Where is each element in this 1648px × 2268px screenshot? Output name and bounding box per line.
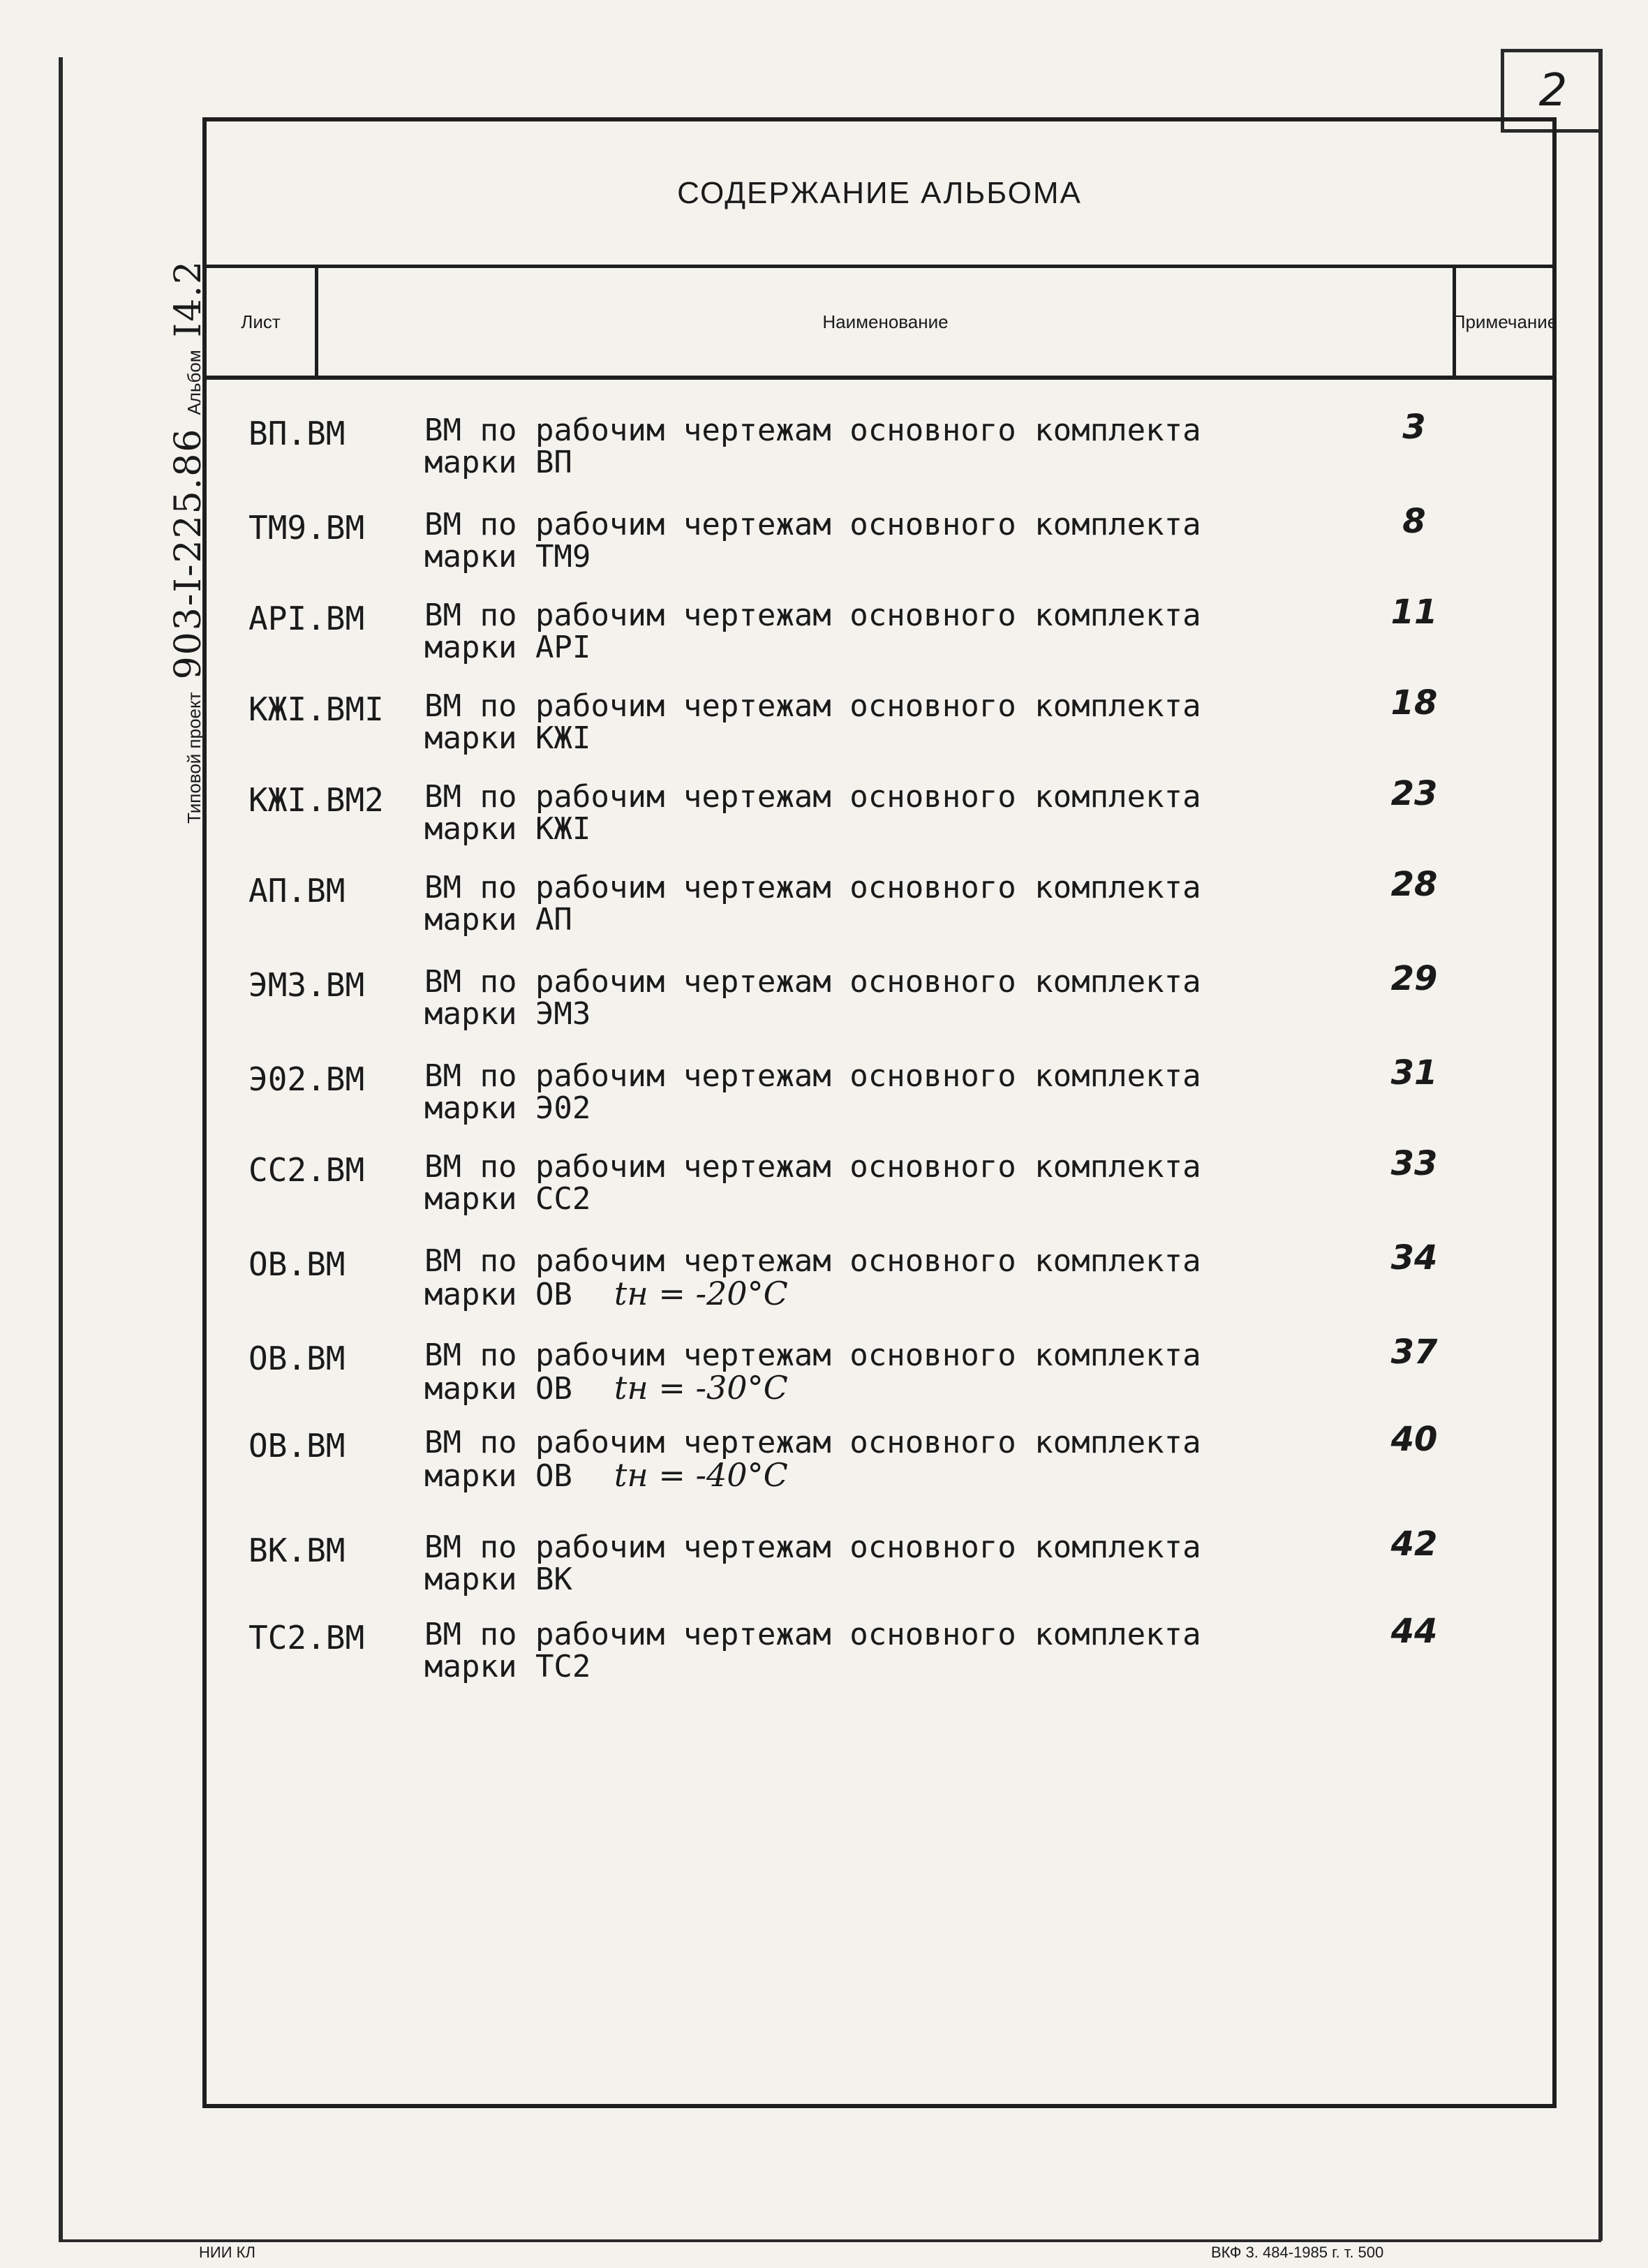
page-reference: 42 bbox=[1390, 1525, 1438, 1564]
page-reference: 23 bbox=[1390, 774, 1438, 813]
outdoor-temperature: tн = -20°C bbox=[614, 1275, 788, 1312]
sheet-name-line2: марки ТС2 bbox=[424, 1649, 591, 1684]
sheet-code: ВП.ВМ bbox=[248, 415, 346, 452]
sheet-name-line2: марки КЖI bbox=[424, 720, 591, 756]
sheet-code: АРI.ВМ bbox=[248, 600, 365, 637]
table-row bbox=[207, 959, 1552, 1032]
sheet-name-line1: ВМ по рабочим чертежам основного комплекта bbox=[424, 688, 1201, 724]
sheet-name-line1: ВМ по рабочим чертежам основного комплекта bbox=[424, 1529, 1201, 1565]
sheet-name-line1: ВМ по рабочим чертежам основного комплекта bbox=[424, 1058, 1201, 1094]
sheet-name-line1: ВМ по рабочим чертежам основного комплекта bbox=[424, 1425, 1201, 1460]
sheet-name bbox=[424, 600, 1201, 664]
sheet-code: ОВ.ВМ bbox=[248, 1245, 346, 1283]
header-name: Наименование bbox=[318, 268, 1456, 376]
sheet-name-line2: марки АП bbox=[424, 902, 572, 937]
page-reference: 37 bbox=[1390, 1333, 1438, 1372]
table-row bbox=[207, 683, 1552, 756]
sheet-code: АП.ВМ bbox=[248, 872, 346, 910]
page-reference: 18 bbox=[1390, 683, 1438, 722]
page-title: СОДЕРЖАНИЕ АЛЬБОМА bbox=[207, 121, 1552, 268]
sheet-name-line2: марки Э02 bbox=[424, 1090, 591, 1126]
outdoor-temperature: tн = -30°C bbox=[614, 1369, 788, 1407]
header-sheet: Лист bbox=[207, 268, 318, 376]
table-row bbox=[207, 502, 1552, 575]
sheet-name-line1: ВМ по рабочим чертежам основного комплекта bbox=[424, 1149, 1201, 1185]
sheet-name bbox=[424, 1529, 1201, 1597]
table-row bbox=[207, 1525, 1552, 1597]
sheet-name-line1: ВМ по рабочим чертежам основного комплекта bbox=[424, 598, 1201, 633]
sheet-code: ЭМ3.ВМ bbox=[248, 966, 365, 1004]
table-row bbox=[207, 1144, 1552, 1217]
footer-left: НИИ КЛ bbox=[199, 2244, 255, 2261]
project-code: 903-I-225.86 bbox=[168, 427, 209, 680]
sheet-name bbox=[424, 1427, 1201, 1492]
sheet-name-line2: марки ОВ bbox=[424, 1458, 572, 1494]
page-number: 2 bbox=[1501, 49, 1602, 133]
sheet-name-line1: ВМ по рабочим чертежам основного комплекта bbox=[424, 507, 1201, 542]
sheet-code: ТМ9.ВМ bbox=[248, 509, 365, 547]
sheet-name bbox=[424, 1245, 1201, 1311]
page-reference: 8 bbox=[1402, 502, 1426, 541]
sheet-code: Э02.ВМ bbox=[248, 1060, 365, 1098]
side-stamp-type-label: Типовой проект bbox=[184, 692, 205, 824]
page-reference: 28 bbox=[1390, 865, 1438, 904]
sheet-name-line2: марки АРI bbox=[424, 630, 591, 665]
table-row bbox=[207, 774, 1552, 847]
sheet-name-line2: марки СС2 bbox=[424, 1181, 591, 1217]
page-reference: 11 bbox=[1390, 593, 1438, 632]
page-reference: 31 bbox=[1390, 1053, 1438, 1092]
sheet-name-line1: ВМ по рабочим чертежам основного комплекта bbox=[424, 1243, 1201, 1279]
footer-right: ВКФ 3. 484-1985 г. т. 500 bbox=[1211, 2244, 1384, 2261]
sheet-name bbox=[424, 781, 1201, 845]
sheet-name-line1: ВМ по рабочим чертежам основного комплекта bbox=[424, 779, 1201, 815]
sheet-name-line1: ВМ по рабочим чертежам основного комплекта bbox=[424, 964, 1201, 1000]
outdoor-temperature: tн = -40°C bbox=[614, 1456, 788, 1494]
sheet-code: КЖI.ВМI bbox=[248, 690, 384, 728]
table-row bbox=[207, 1612, 1552, 1682]
page-reference: 40 bbox=[1390, 1420, 1438, 1459]
sheet-code: ОВ.ВМ bbox=[248, 1427, 346, 1465]
contents-frame bbox=[202, 117, 1557, 2108]
sheet-name bbox=[424, 1151, 1201, 1215]
sheet-name bbox=[424, 966, 1201, 1030]
sheet-name-line2: марки ВП bbox=[424, 445, 572, 480]
sheet-border-bottom bbox=[59, 2239, 1601, 2242]
sheet-name bbox=[424, 1060, 1201, 1125]
album-number: I4.2 bbox=[168, 259, 209, 338]
sheet-code: ВК.ВМ bbox=[248, 1532, 346, 1569]
page-reference: 44 bbox=[1390, 1612, 1438, 1651]
table-row bbox=[207, 1238, 1552, 1312]
page-reference: 33 bbox=[1390, 1144, 1438, 1183]
sheet-name-line1: ВМ по рабочим чертежам основного комплекта bbox=[424, 870, 1201, 905]
table-header bbox=[207, 268, 1558, 380]
sheet-name-line2: марки ОВ bbox=[424, 1277, 572, 1312]
sheet-name bbox=[424, 1337, 1201, 1407]
sheet-code: ОВ.ВМ bbox=[248, 1340, 346, 1377]
sheet-code: ТС2.ВМ bbox=[248, 1619, 365, 1656]
sheet-name bbox=[424, 690, 1201, 755]
sheet-name-line1: ВМ по рабочим чертежам основного комплекта bbox=[424, 1617, 1201, 1652]
sheet-name-line2: марки ОВ bbox=[424, 1371, 572, 1407]
header-note: Примечание bbox=[1452, 311, 1558, 332]
sheet-name-line2: марки ТМ9 bbox=[424, 539, 591, 575]
sheet-code: СС2.ВМ bbox=[248, 1151, 365, 1189]
sheet-code: КЖI.ВМ2 bbox=[248, 781, 384, 819]
table-row bbox=[207, 593, 1552, 665]
sheet-name-line2: марки ВК bbox=[424, 1562, 572, 1597]
table-row bbox=[207, 1420, 1552, 1494]
sheet-name bbox=[424, 1619, 1201, 1683]
page-reference: 3 bbox=[1402, 408, 1426, 447]
side-stamp-album-label: Альбом bbox=[184, 350, 205, 415]
sheet-name bbox=[424, 415, 1201, 479]
sheet-name-line1: ВМ по рабочим чертежам основного комплекта bbox=[424, 413, 1201, 448]
sheet-name bbox=[424, 509, 1201, 573]
sheet-name-line2: марки ЭМ3 bbox=[424, 996, 591, 1032]
sheet-border-left bbox=[59, 57, 63, 2242]
table-row bbox=[207, 865, 1552, 935]
table-row bbox=[207, 1333, 1552, 1407]
page-reference: 29 bbox=[1390, 959, 1438, 998]
page-reference: 34 bbox=[1390, 1238, 1438, 1277]
table-row bbox=[207, 408, 1552, 480]
sheet-border-right bbox=[1598, 49, 1603, 2241]
sheet-name bbox=[424, 872, 1201, 936]
table-row bbox=[207, 1053, 1552, 1126]
sheet-name-line2: марки КЖI bbox=[424, 811, 591, 847]
sheet-name-line1: ВМ по рабочим чертежам основного комплекта bbox=[424, 1337, 1201, 1373]
